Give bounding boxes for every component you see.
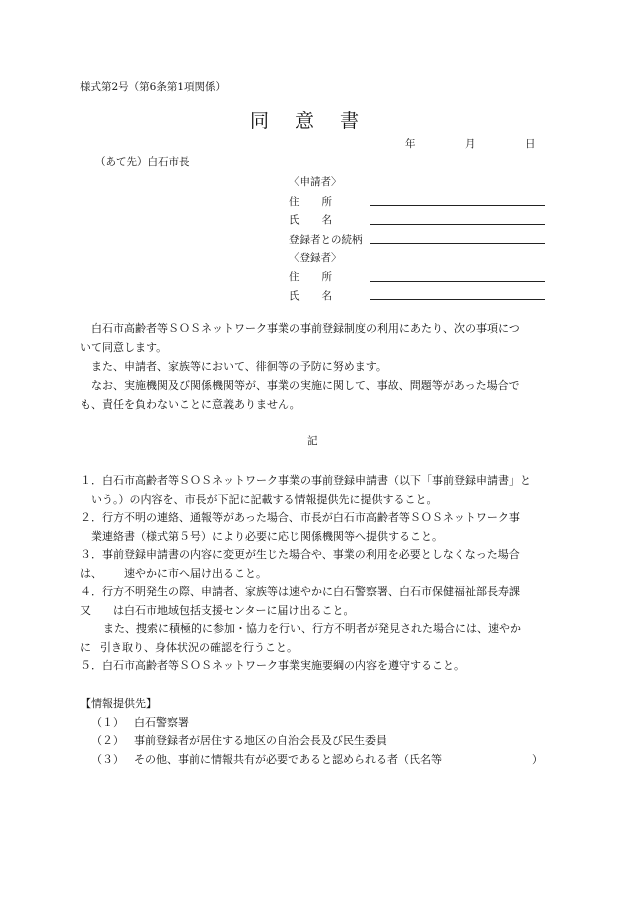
date-month: 月 xyxy=(465,138,476,150)
intro-p3-line1: なお、実施機関及び関係機関等が、事業の実施に関して、事故、問題等があった場合で xyxy=(91,379,520,392)
item-5: ５．白石市高齢者等ＳＯＳネットワーク事業実施要綱の内容を遵守すること。 xyxy=(80,659,465,672)
info-entry-2: （２） 事前登録者が居住する地区の自治会長及び民生委員 xyxy=(91,734,387,747)
item-4-line3: また、捜索に積極的に参加・協力を行い、行方不明者が発見された場合には、速やか xyxy=(103,622,521,635)
item-3-line1: ３．事前登録申請書の内容に変更が生じた場合や、事業の利用を必要としなくなった場合 xyxy=(80,548,520,561)
intro-p1-line2: いて同意します。 xyxy=(80,341,168,354)
item-4-line1: ４．行方不明発生の際、申請者、家族等は速やかに白石警察署、白石市保健福祉部長寿課 xyxy=(80,585,520,598)
form-number: 様式第2号（第6条第1項関係） xyxy=(80,81,227,93)
info-entry-3-close: ） xyxy=(532,753,543,766)
date-day: 日 xyxy=(525,138,536,150)
applicant-heading: 〈申請者〉 xyxy=(289,176,342,188)
document-title: 同意書 xyxy=(250,110,386,132)
item-2-line1: ２．行方不明の連絡、通報等があった場合、市長が白石市高齢者等ＳＯＳネットワーク事 xyxy=(80,511,520,524)
registrant-name-label: 氏 名 xyxy=(289,290,332,302)
ki-heading: 記 xyxy=(307,435,318,447)
item-3-line2: は、 速やかに市へ届け出ること。 xyxy=(80,567,267,580)
intro-p2: また、申請者、家族等において、徘徊等の予防に努めます。 xyxy=(91,360,387,373)
item-1-line2: いう。）の内容を、市長が下記に記載する情報提供先に提供すること。 xyxy=(91,493,438,506)
addressee: （あて先）白石市長 xyxy=(95,156,190,168)
applicant-address-field[interactable] xyxy=(370,205,545,206)
registrant-address-label: 住 所 xyxy=(289,271,332,283)
info-heading: 【情報提供先】 xyxy=(80,697,157,710)
item-4-line2: 又 は白石市地域包括支援センターに届け出ること。 xyxy=(80,604,355,617)
intro-p1-line1: 白石市高齢者等ＳＯＳネットワーク事業の事前登録制度の利用にあたり、次の事項につ xyxy=(91,322,520,335)
date-year: 年 xyxy=(405,138,416,150)
info-entry-3: （３） その他、事前に情報共有が必要であると認められる者（氏名等 xyxy=(91,753,442,766)
applicant-name-label: 氏 名 xyxy=(289,214,332,226)
info-entry-1: （１） 白石警察署 xyxy=(91,716,189,729)
item-1-line1: １．白石市高齢者等ＳＯＳネットワーク事業の事前登録申請書（以下「事前登録申請書」と xyxy=(80,474,531,487)
applicant-address-label: 住 所 xyxy=(289,196,332,208)
registrant-name-field[interactable] xyxy=(370,299,545,300)
applicant-name-field[interactable] xyxy=(370,224,545,225)
intro-p3-line2: も、責任を負わないことに意義ありません。 xyxy=(80,398,301,411)
relation-label: 登録者との続柄 xyxy=(289,234,363,246)
registrant-address-field[interactable] xyxy=(370,281,545,282)
item-2-line2: 業連絡書（様式第５号）により必要に応じ関係機関等へ提供すること。 xyxy=(91,530,443,543)
item-4-line4: に 引き取り、身体状況の確認を行うこと。 xyxy=(80,641,298,654)
registrant-heading: 〈登録者〉 xyxy=(289,252,342,264)
relation-field[interactable] xyxy=(370,243,545,244)
